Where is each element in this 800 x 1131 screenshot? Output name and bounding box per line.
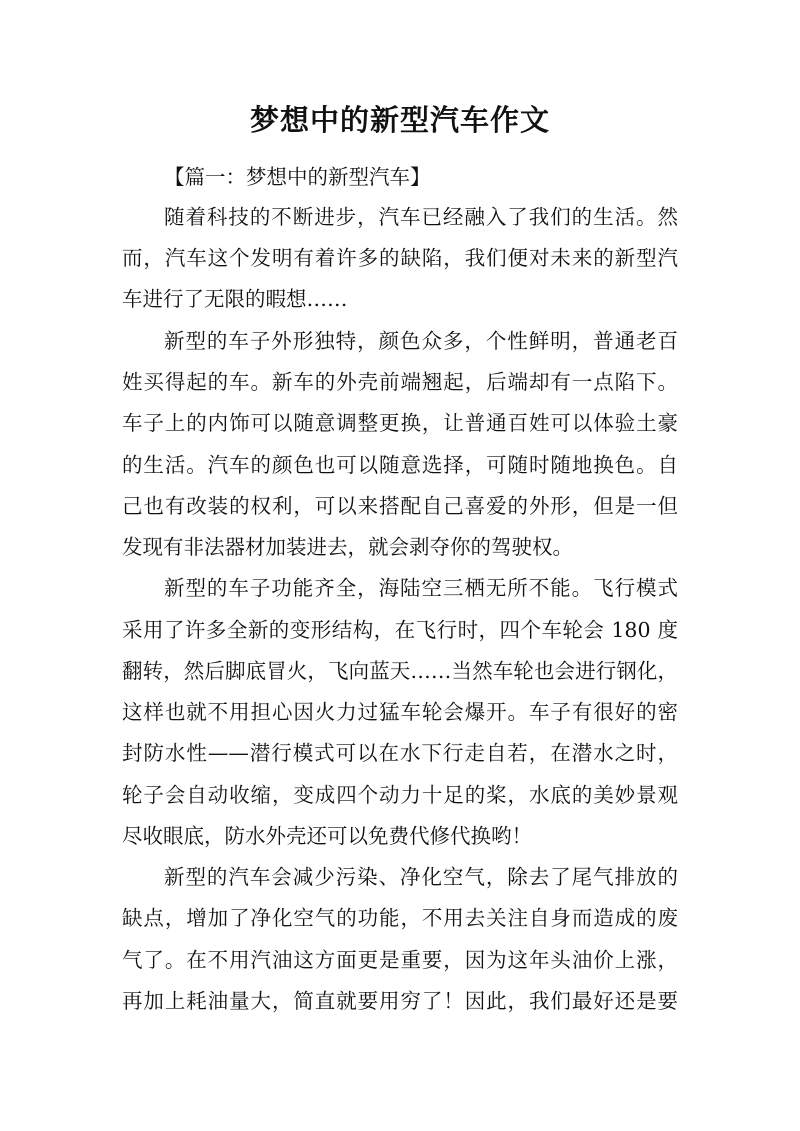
section-heading: 【篇一：梦想中的新型汽车】 — [164, 165, 431, 189]
text-line: 发现有非法器材加装进去，就会剥夺你的驾驶权。 — [122, 535, 573, 559]
text-line: 这样也就不用担心因火力过猛车轮会爆开。车子有很好的密 — [122, 700, 678, 724]
text-line: 封防水性——潜行模式可以在水下行走自若，在潜水之时， — [122, 741, 678, 765]
text-line: 车进行了无限的暇想…… — [122, 287, 348, 311]
text-line: 的生活。汽车的颜色也可以随意选择，可随时随地换色。自 — [122, 453, 678, 477]
document-title: 梦想中的新型汽车作文 — [249, 103, 550, 137]
text-line: 新型的车子外形独特，颜色众多，个性鲜明，普通老百 — [164, 329, 678, 353]
text-line: 再加上耗油量大，简直就要用穷了！因此，我们最好还是要 — [122, 989, 678, 1013]
text-line: 随着科技的不断进步，汽车已经融入了我们的生活。然 — [164, 205, 678, 229]
text-line: 姓买得起的车。新车的外壳前端翘起，后端却有一点陷下。 — [122, 370, 678, 394]
text-line: 尽收眼底，防水外壳还可以免费代修代换哟！ — [122, 824, 532, 848]
text-line: 新型的车子功能齐全，海陆空三栖无所不能。飞行模式 — [164, 576, 678, 600]
text-line: 新型的汽车会减少污染、净化空气，除去了尾气排放的 — [164, 865, 678, 889]
text-line: 轮子会自动收缩，变成四个动力十足的桨，水底的美妙景观 — [122, 783, 678, 807]
text-line: 车子上的内饰可以随意调整更换，让普通百姓可以体验土豪 — [122, 411, 678, 435]
text-line: 缺点，增加了净化空气的功能，不用去关注自身而造成的废 — [122, 906, 678, 930]
text-line: 采用了许多全新的变形结构，在飞行时，四个车轮会 180 度 — [122, 618, 678, 642]
text-line: 己也有改装的权利，可以来搭配自己喜爱的外形，但是一但 — [122, 494, 678, 518]
text-line: 气了。在不用汽油这方面更是重要，因为这年头油价上涨， — [122, 948, 678, 972]
text-line: 翻转，然后脚底冒火，飞向蓝天……当然车轮也会进行钢化， — [122, 659, 678, 683]
text-line: 而，汽车这个发明有着许多的缺陷，我们便对未来的新型汽 — [122, 246, 678, 270]
